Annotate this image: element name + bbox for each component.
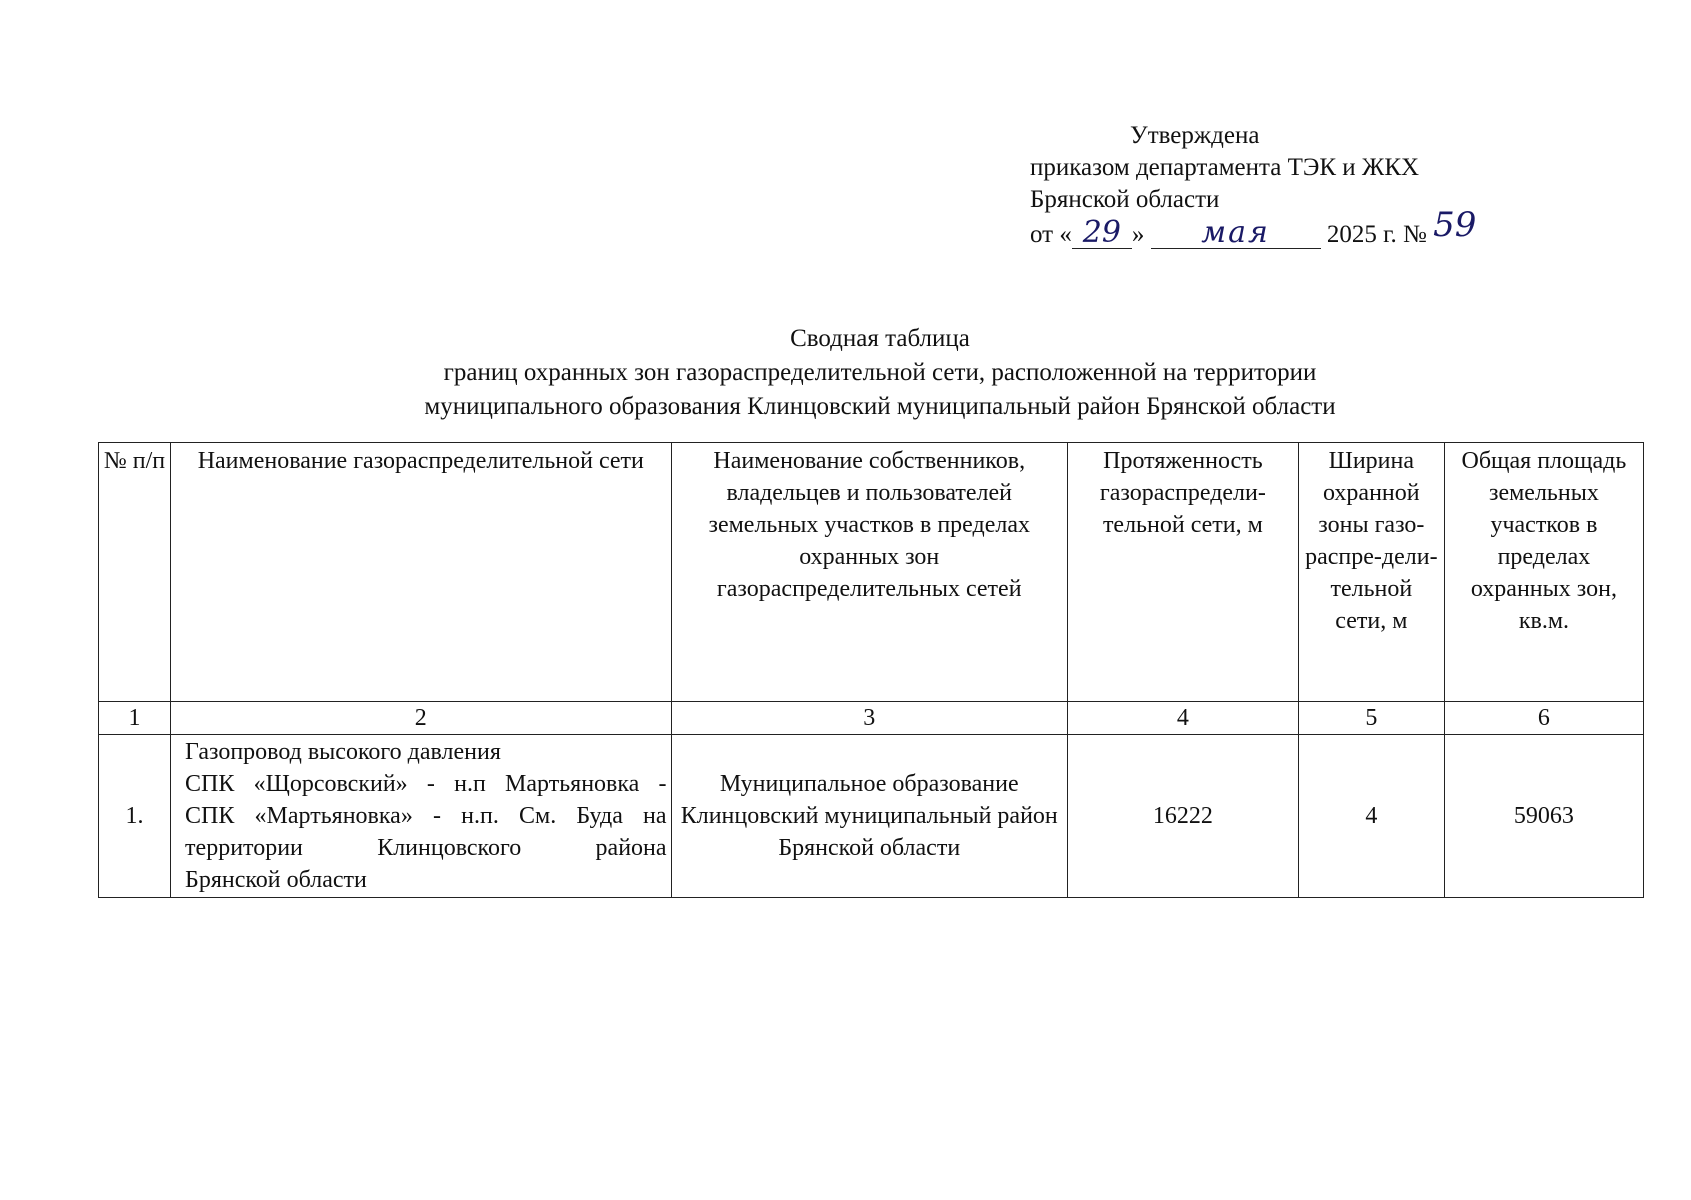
header-owners: Наименование собственников, владельцев и пользователей земельных участков в пределах охранных зон газораспределительных сетей [671, 443, 1067, 702]
index-cell: 4 [1067, 702, 1298, 735]
date-month-handwritten: мая [1151, 218, 1321, 249]
date-day-handwritten: 29 [1072, 218, 1132, 249]
header-length: Протяженность газораспредели-тельной сети, м [1067, 443, 1298, 702]
row-total-area: 59063 [1444, 735, 1643, 898]
row-network-name [171, 735, 672, 898]
index-cell: 3 [671, 702, 1067, 735]
table-row [99, 735, 1644, 898]
approval-date-line [1030, 205, 1483, 251]
date-year: 2025 г. [1326, 221, 1397, 248]
header-zone-width: Ширина охранной зоны газо-распре-дели-тельной сети, м [1298, 443, 1444, 702]
document-heading [0, 322, 1691, 424]
name-line: Брянской области [185, 867, 367, 893]
name-line: СПК «Щорсовский» - н.п Мартьяновка - [185, 771, 667, 797]
header-num: № п/п [99, 443, 171, 702]
heading-subtitle-1: границ охранных зон газораспределительной сети, расположенной на территории [443, 359, 1317, 386]
index-cell: 2 [171, 702, 672, 735]
heading-title: Сводная таблица [790, 325, 970, 352]
row-number: 1. [99, 735, 171, 898]
table-index-row [99, 702, 1644, 735]
index-cell: 1 [99, 702, 171, 735]
index-cell: 6 [1444, 702, 1643, 735]
summary-table [98, 442, 1644, 898]
name-line: СПК «Мартьяновка» - н.п. См. Буда на [185, 803, 667, 829]
number-sign: № [1403, 221, 1427, 248]
header-network-name: Наименование газораспределительной сети [171, 443, 672, 702]
table-header-row [99, 443, 1644, 702]
row-owner: Муниципальное образование Клинцовский муниципальный район Брянской области [671, 735, 1067, 898]
row-zone-width: 4 [1298, 735, 1444, 898]
approval-block [1030, 120, 1483, 251]
index-cell: 5 [1298, 702, 1444, 735]
name-line: Газопровод высокого давления [185, 739, 501, 765]
approval-order-line: приказом департамента ТЭК и ЖКХ [1030, 154, 1420, 181]
approval-region-line: Брянской области [1030, 186, 1220, 213]
header-total-area: Общая площадь земельных участков в пределах охранных зон, кв.м. [1444, 443, 1643, 702]
approval-title: Утверждена [1130, 122, 1260, 149]
order-number-handwritten: 59 [1433, 205, 1477, 245]
heading-subtitle-2: муниципального образования Клинцовский муниципальный район Брянской области [424, 393, 1336, 420]
date-mid: » [1131, 221, 1145, 248]
name-line: территории Клинцовского района [185, 835, 667, 861]
row-length: 16222 [1067, 735, 1298, 898]
date-prefix: от « [1030, 221, 1072, 248]
